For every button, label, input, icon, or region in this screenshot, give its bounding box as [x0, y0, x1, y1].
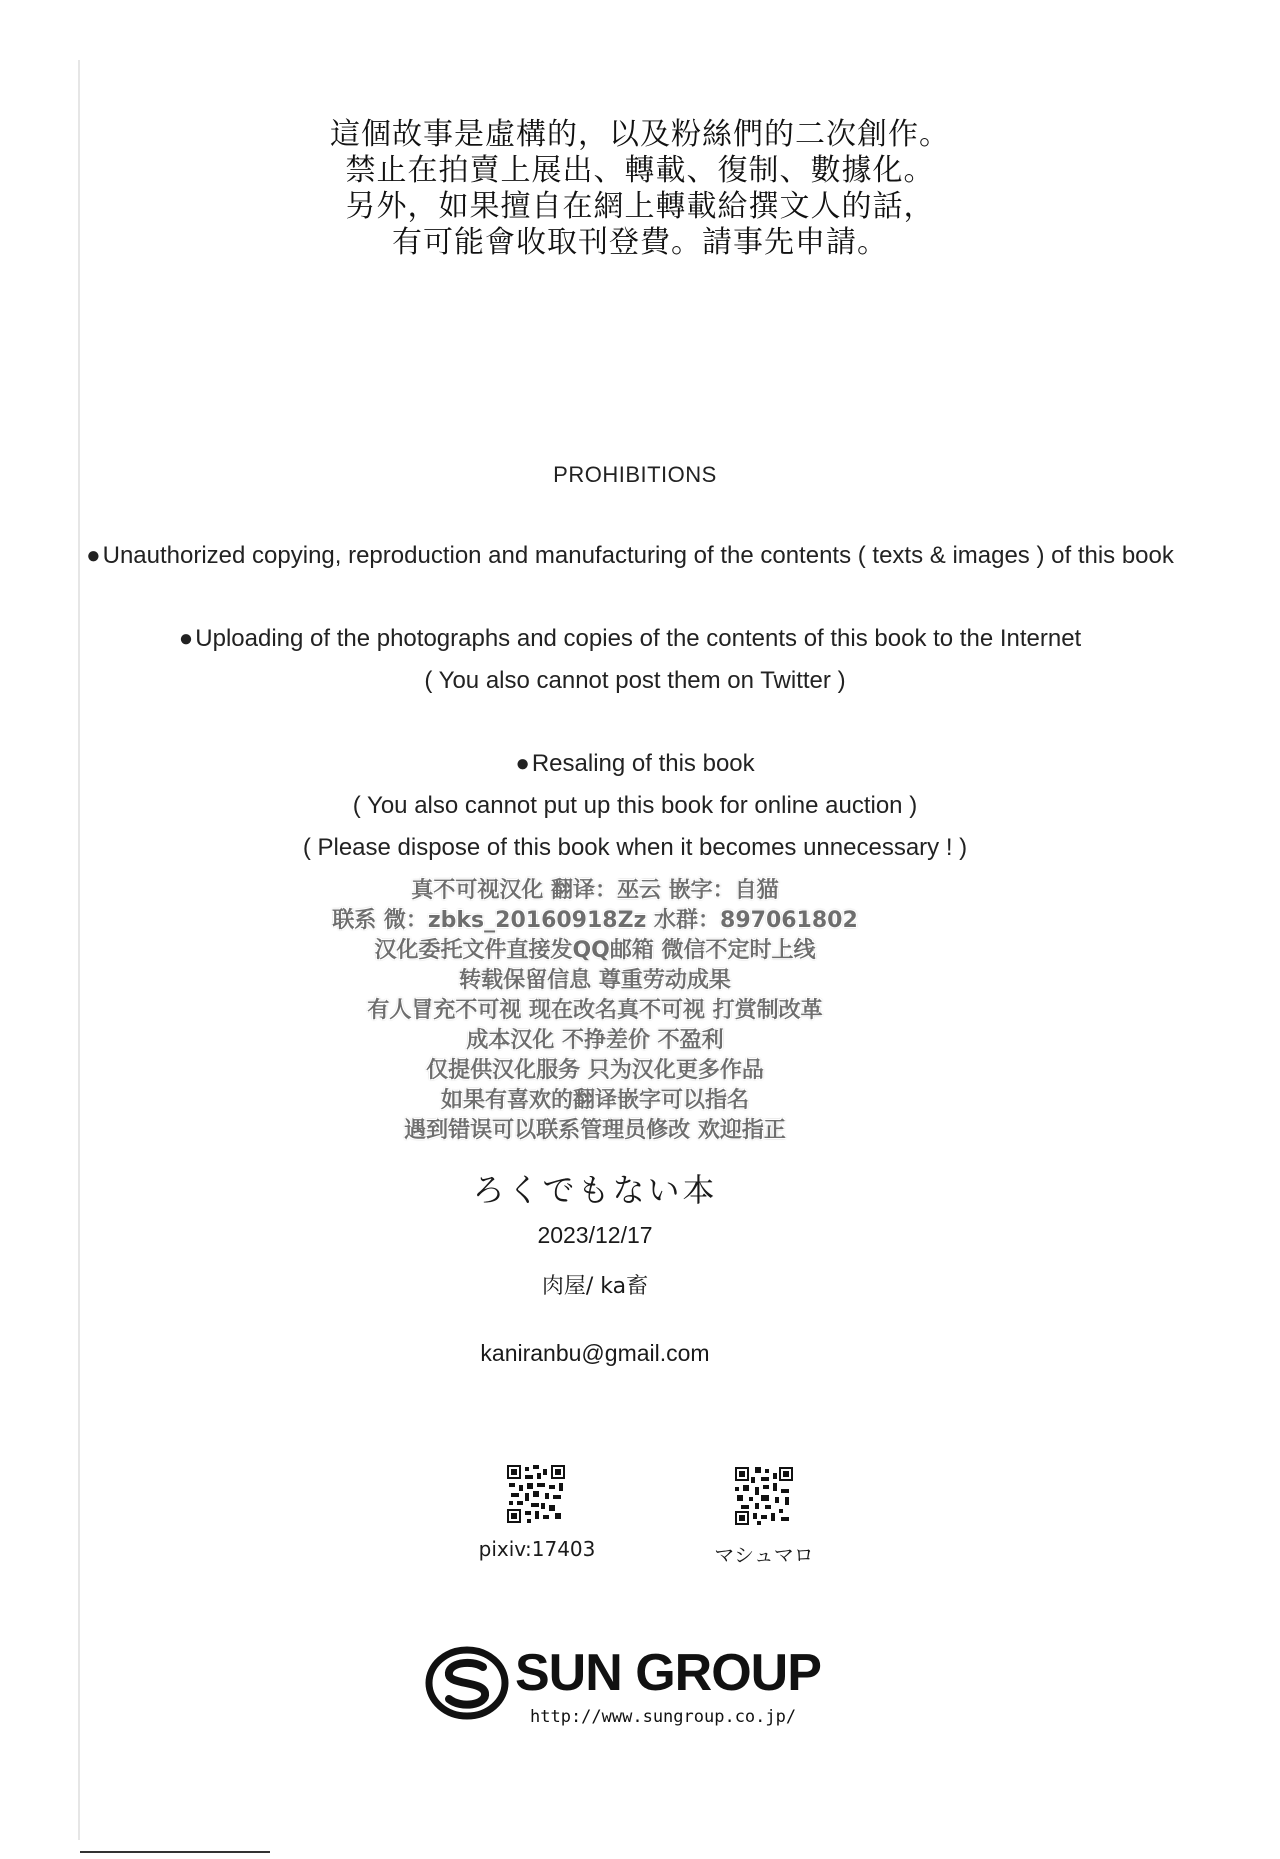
- book-title: ろくでもない本: [472, 1171, 718, 1209]
- bottom-rule: [80, 1851, 270, 1853]
- marshmallow-label: マシュマロ: [714, 1543, 814, 1567]
- prohibition-text: Resaling of this book: [531, 750, 755, 777]
- notice-line: 另外，如果擅自在網上轉載給撰文人的話，: [345, 189, 935, 224]
- marshmallow-qr-code-icon: [735, 1467, 793, 1525]
- bullet-icon: ●: [86, 542, 101, 569]
- prohibition-note: ( You also cannot post them on Twitter ): [424, 667, 846, 694]
- prohibition-text: Unauthorized copying, reproduction and manufacturing of the contents ( texts & images ) of this book: [102, 542, 1174, 569]
- pixiv-label: pixiv:17403: [478, 1537, 596, 1561]
- credit-line: 遇到错误可以联系管理员修改 欢迎指正: [404, 1118, 786, 1143]
- logo-wordmark: SUN GROUP: [515, 1644, 821, 1702]
- scanlation-credits: [0, 876, 1190, 1146]
- prohibition-text: Uploading of the photographs and copies of the contents of this book to the Internet: [195, 625, 1082, 652]
- notice-line: 這個故事是虛構的，以及粉絲們的二次創作。: [330, 117, 950, 152]
- credit-line: 成本汉化 不挣差价 不盈利: [466, 1028, 724, 1053]
- contact-email: kaniranbu@gmail.com: [480, 1340, 710, 1366]
- circle-author: 肉屋/ ka畜: [541, 1274, 649, 1299]
- notice-line: 禁止在拍賣上展出、轉載、復制、數據化。: [345, 153, 935, 188]
- prohibitions-heading: PROHIBITIONS: [553, 462, 717, 487]
- credit-line: 有人冒充不可视 现在改名真不可视 打赏制改革: [367, 998, 823, 1023]
- credit-line: 联系 微：zbks_20160918Zz 水群：897061802: [332, 908, 858, 933]
- printer-url: http://www.sungroup.co.jp/: [530, 1707, 797, 1727]
- credit-line: 真不可视汉化 翻译：巫云 嵌字：自猫: [411, 878, 779, 903]
- bullet-icon: ●: [515, 750, 530, 777]
- credit-line: 汉化委托文件直接发QQ邮箱 微信不定时上线: [374, 938, 816, 963]
- pixiv-qr-code-icon: [507, 1465, 565, 1523]
- credit-line: 转载保留信息 尊重劳动成果: [459, 968, 731, 993]
- bullet-icon: ●: [178, 625, 194, 652]
- sun-group-emblem-icon: [425, 1643, 509, 1727]
- prohibition-item-uploading: [0, 625, 1260, 653]
- publication-date: 2023/12/17: [537, 1222, 653, 1248]
- copyright-notice: [0, 117, 1280, 261]
- prohibition-item-resaling: [0, 750, 1270, 778]
- credit-line: 如果有喜欢的翻译嵌字可以指名: [440, 1088, 749, 1113]
- prohibition-note: ( You also cannot put up this book for online auction ): [352, 792, 918, 819]
- credit-line: 仅提供汉化服务 只为汉化更多作品: [426, 1058, 764, 1083]
- prohibition-item-copying: [0, 542, 1260, 570]
- sun-group-logo: [425, 1643, 845, 1733]
- prohibition-note: ( Please dispose of this book when it becomes unnecessary ! ): [302, 834, 968, 861]
- notice-line: 有可能會收取刊登費。請事先申請。: [392, 225, 888, 260]
